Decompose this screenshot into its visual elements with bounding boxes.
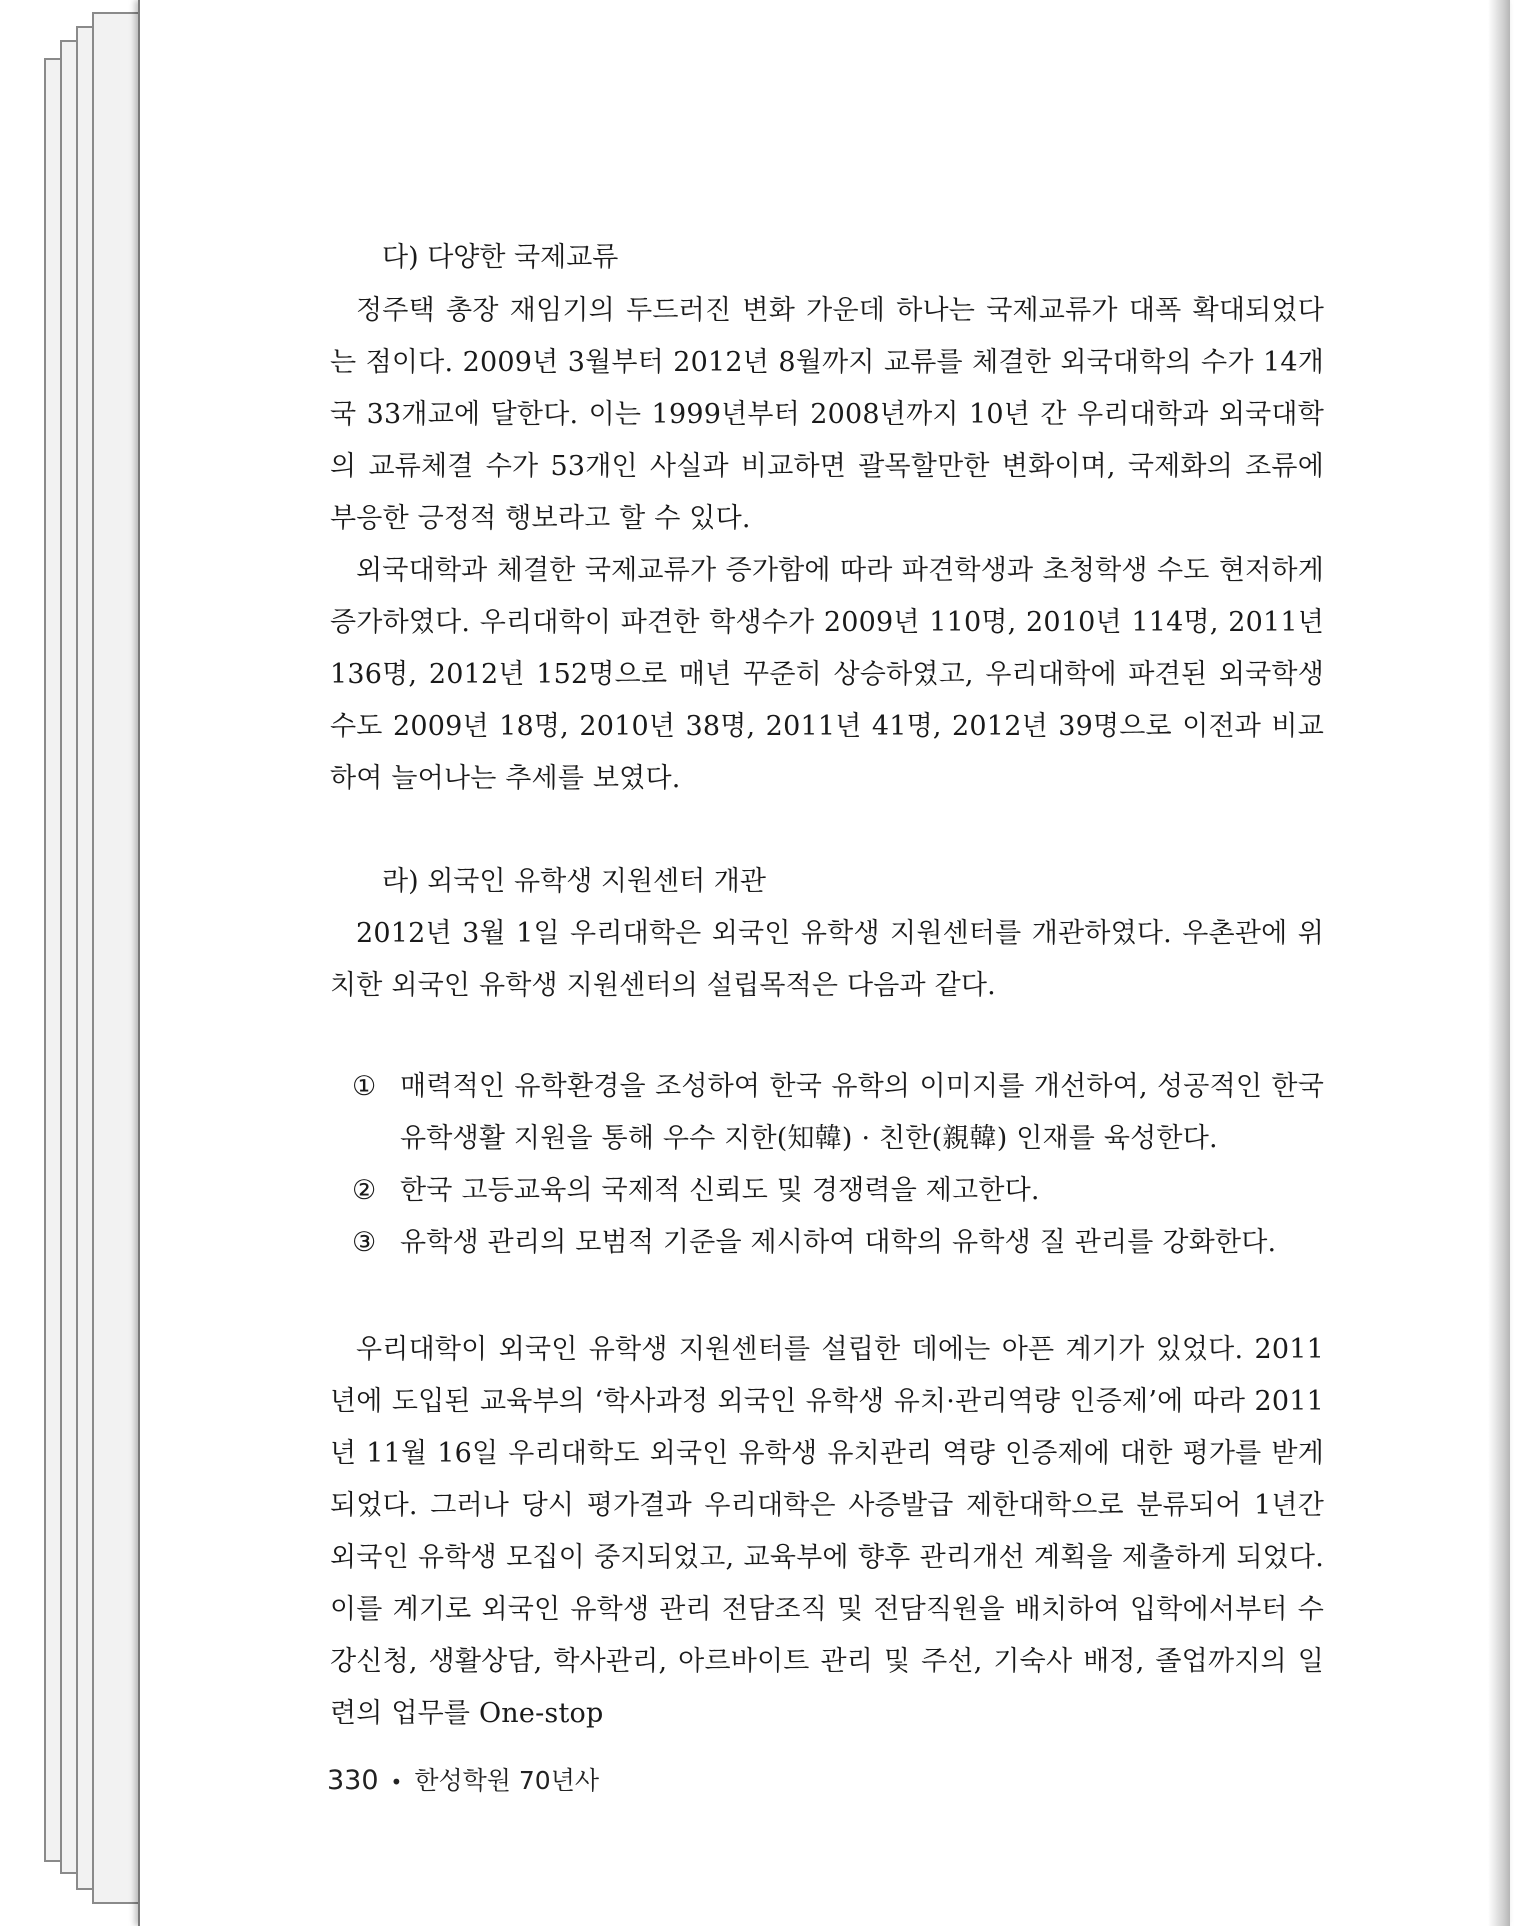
- paragraph: 우리대학이 외국인 유학생 지원센터를 설립한 데에는 아픈 계기가 있었다. 2011년에 도입된 교육부의 ‘학사과정 외국인 유학생 유치·관리역량 인증제’에 따라 2011년 11월 16일 우리대학도 외국인 유학생 유치관리 역량 인증제에 대한 평가를 받게 되었다. 그러나 당시 평가결과 우리대학은 사증발급 제한대학으로 분류되어 1년간 외국인 유학생 모집이 중지되었고, 교육부에 향후 관리개선 계획을 제출하게 되었다. 이를 계기로 외국인 유학생 관리 전담조직 및 전담직원을 배치하여 입학에서부터 수강신청, 생활상담, 학사관리, 아르바이트 관리 및 주선, 기숙사 배정, 졸업까지의 일련의 업무를 One-stop: [330, 1334, 1324, 1729]
- list-number: ①: [352, 1071, 377, 1102]
- list-number: ②: [352, 1175, 377, 1206]
- page-footer: [327, 1761, 599, 1797]
- paragraph: 외국대학과 체결한 국제교류가 증가함에 따라 파견학생과 초청학생 수도 현저하게 증가하였다. 우리대학이 파견한 학생수가 2009년 110명, 2010년 114명, 2011년 136명, 2012년 152명으로 매년 꾸준히 상승하였고, 우리대학에 파견된 외국학생수도 2009년 18명, 2010년 38명, 2011년 41명, 2012년 39명으로 이전과 비교하여 늘어나는 추세를 보였다.: [330, 555, 1324, 794]
- page-number: 330: [327, 1765, 379, 1796]
- list-text: 유학생 관리의 모범적 기준을 제시하여 대학의 유학생 질 관리를 강화한다.: [400, 1227, 1277, 1258]
- list-text: 한국 고등교육의 국제적 신뢰도 및 경쟁력을 제고한다.: [400, 1175, 1040, 1206]
- section-support-center-closing: [330, 1324, 1324, 1740]
- page-shadow: [1488, 0, 1510, 1926]
- list-item: [330, 1217, 1324, 1269]
- list-item: [330, 1061, 1324, 1165]
- section-support-center-intro: [330, 908, 1324, 1012]
- paragraph: 2012년 3월 1일 우리대학은 외국인 유학생 지원센터를 개관하였다. 우촌관에 위치한 외국인 유학생 지원센터의 설립목적은 다음과 같다.: [330, 918, 1324, 1001]
- section-heading-support-center: 라) 외국인 유학생 지원센터 개관: [382, 866, 766, 897]
- book-title: 한성학원 70년사: [414, 1766, 600, 1795]
- list-item: [330, 1165, 1324, 1217]
- section-international-exchange-body: [330, 285, 1324, 805]
- list-number: ③: [352, 1227, 377, 1258]
- purpose-list: [330, 1061, 1324, 1269]
- list-text: 매력적인 유학환경을 조성하여 한국 유학의 이미지를 개선하여, 성공적인 한국 유학생활 지원을 통해 우수 지한(知韓) · 친한(親韓) 인재를 육성한다.: [400, 1071, 1324, 1154]
- paragraph: 정주택 총장 재임기의 두드러진 변화 가운데 하나는 국제교류가 대폭 확대되었다는 점이다. 2009년 3월부터 2012년 8월까지 교류를 체결한 외국대학의 수가 14개국 33개교에 달한다. 이는 1999년부터 2008년까지 10년 간 우리대학과 외국대학의 교류체결 수가 53개인 사실과 비교하면 괄목할만한 변화이며, 국제화의 조류에 부응한 긍정적 행보라고 할 수 있다.: [330, 295, 1324, 534]
- purpose-list-block: [330, 1061, 1324, 1269]
- footer-separator: •: [390, 1770, 403, 1794]
- section-heading-international-exchange: 다) 다양한 국제교류: [382, 242, 619, 273]
